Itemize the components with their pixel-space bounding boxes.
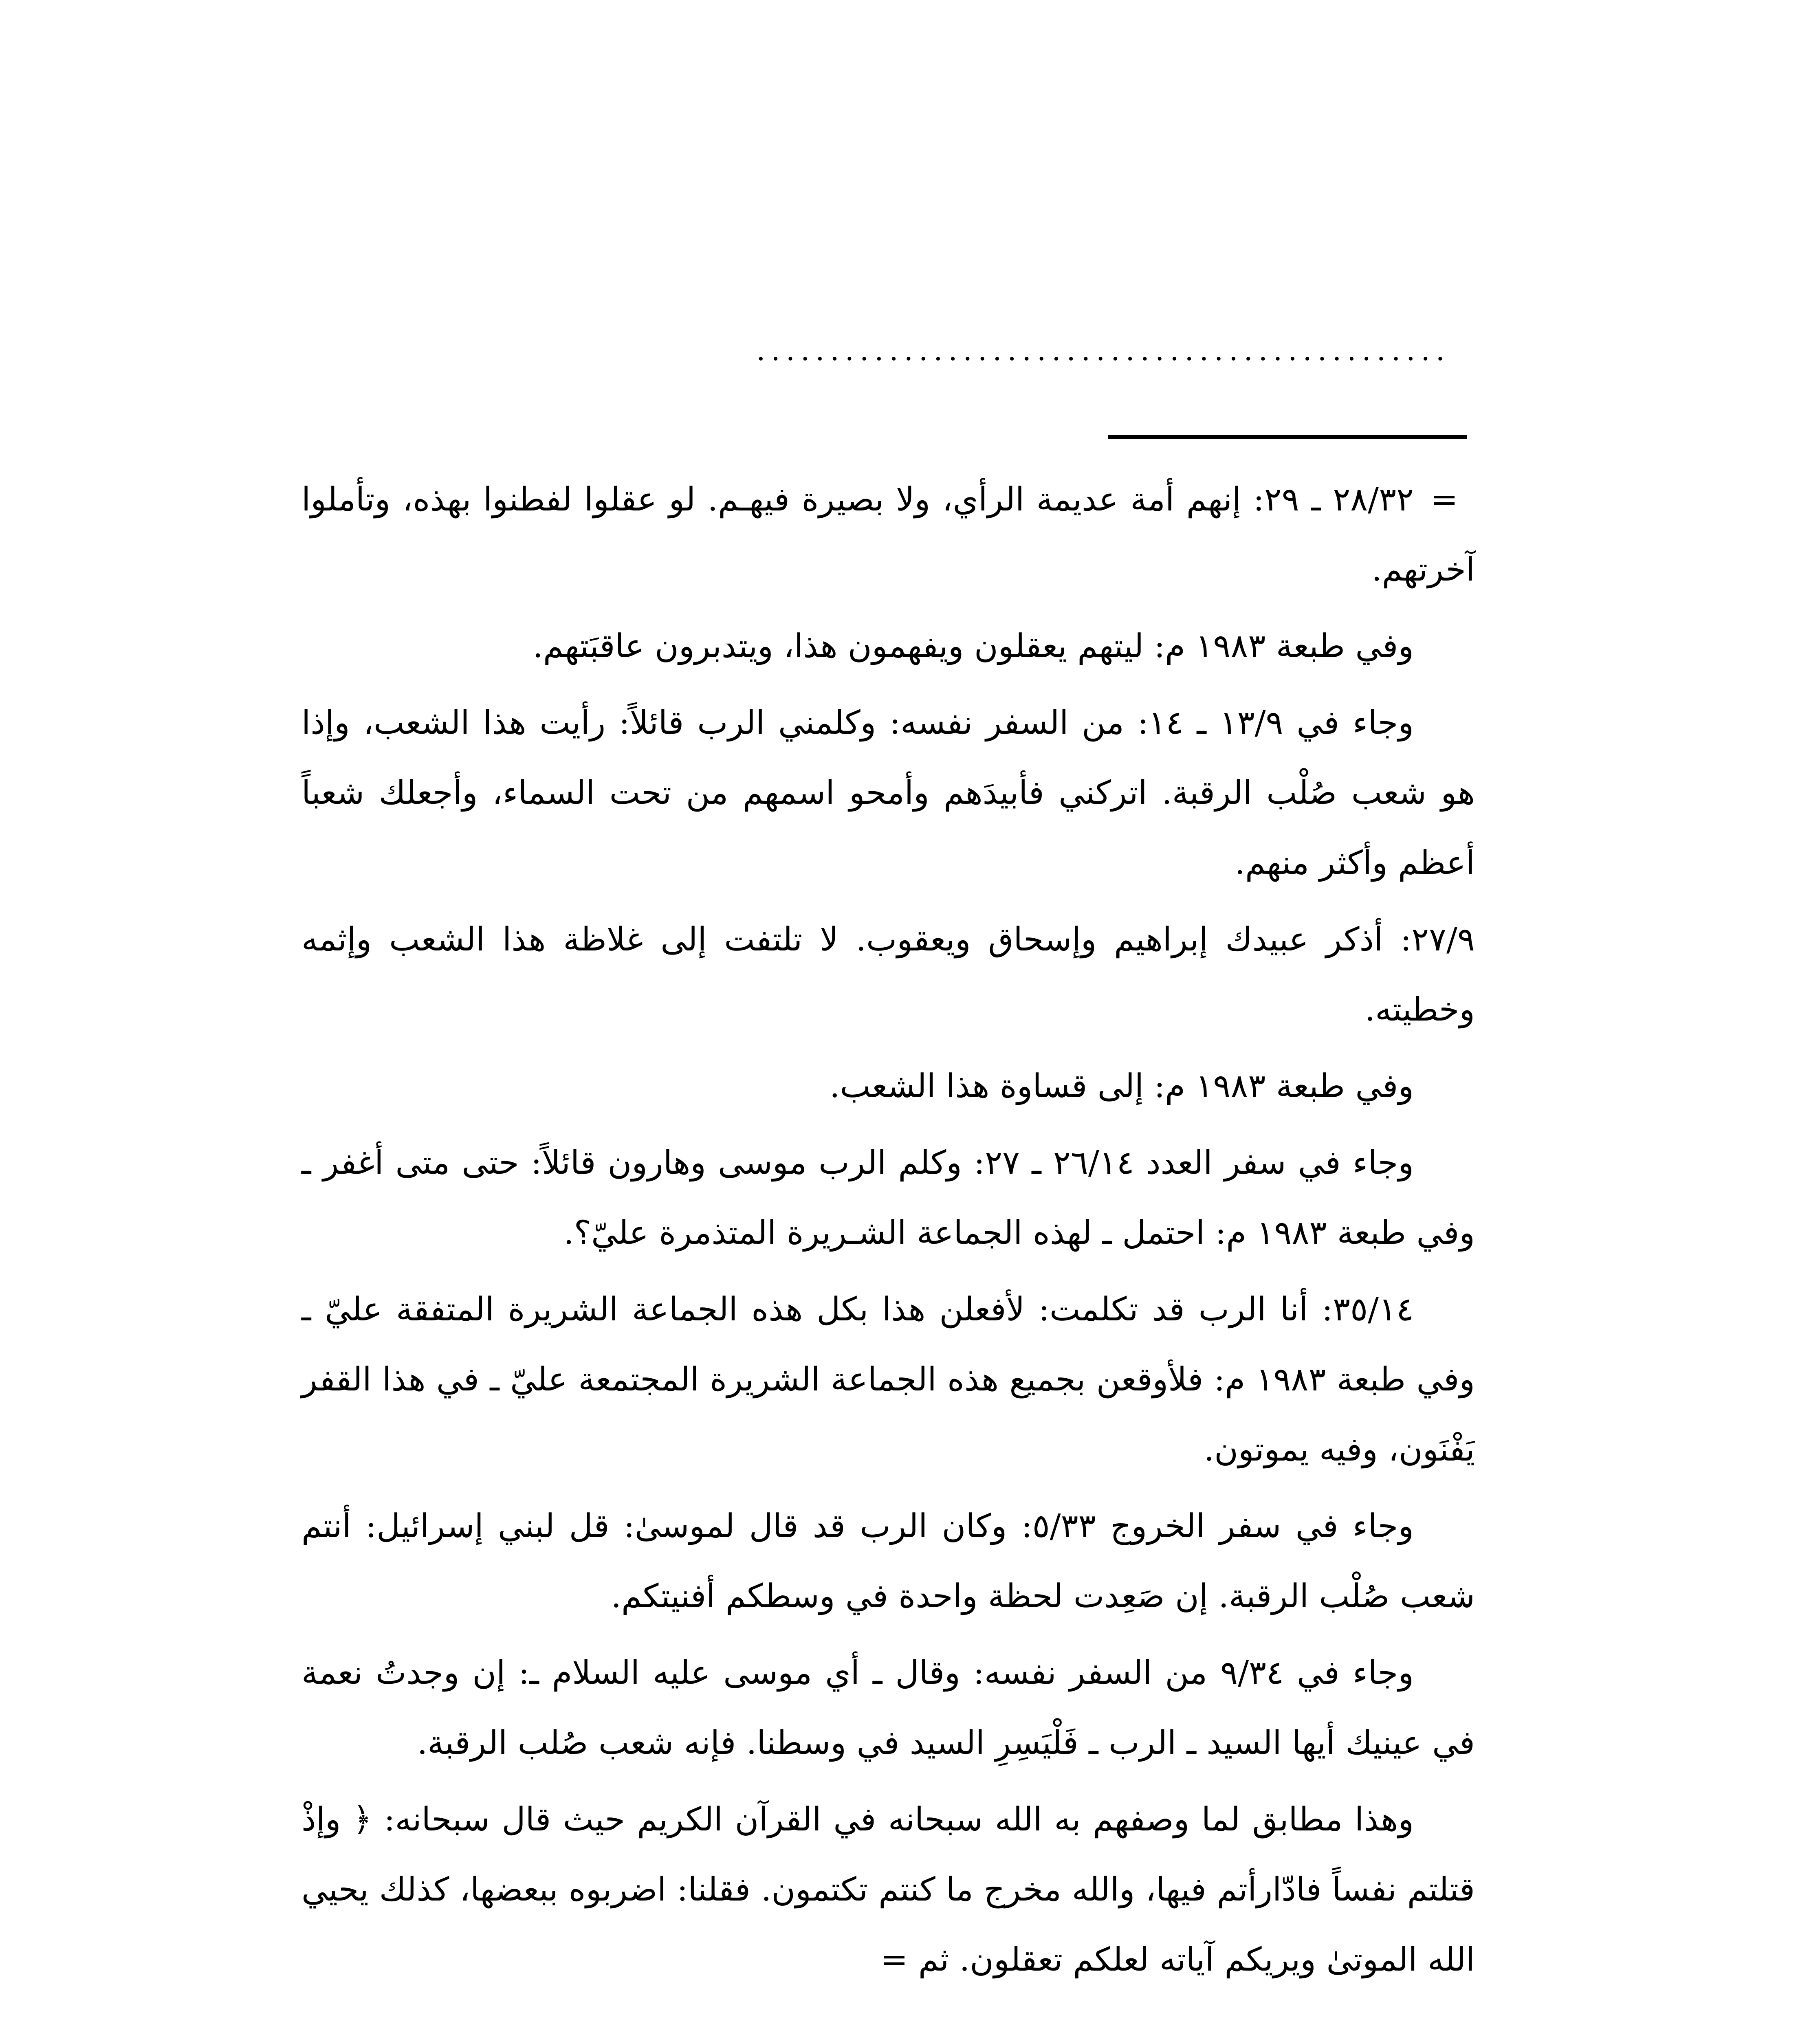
footnote-paragraph-9: وجاء في ٩/٣٤ من السفر نفسه: وقال ـ أي موسى عليه السلام ـ: إن وجدتُ نعمة في عينيك أيها السيد ـ الرب ـ فَلْيَسِرِ السيد في وسطنا. فإنه شعب صُلب الرقبة.: [301, 1654, 1475, 1762]
footnote-paragraph-3: وجاء في ١٣/٩ ـ ١٤: من السفر نفسه: وكلمني الرب قائلاً: رأيت هذا الشعب، وإذا هو شعب صُلْب الرقبة. اتركني فأبيدَهم وأمحو اسمهم من تحت السماء، وأجعلك شعباً أعظم وأكثر منهم.: [301, 704, 1475, 882]
footnote-paragraph-8: وجاء في سفر الخروج ٥/٣٣: وكان الرب قد قال لموسىٰ: قل لبني إسرائيل: أنتم شعب صُلْب الرقبة. إن صَعِدت لحظة واحدة في وسطكم أفنيتكم.: [301, 1507, 1475, 1615]
footnote-paragraph-6: وجاء في سفر العدد ٢٦/١٤ ـ ٢٧: وكلم الرب موسى وهارون قائلاً: حتى متى أغفر ـ وفي طبعة ١٩٨٣ م: احتمل ـ لهذه الجماعة الشـريرة المتذمرة عليّ؟.: [301, 1144, 1475, 1252]
footnote-rule: [1108, 435, 1467, 439]
footnote-text: [301, 464, 1475, 2001]
footnote-paragraph-2: وفي طبعة ١٩٨٣ م: ليتهم يعقلون ويفهمون هذا، ويتدبرون عاقبَتهم.: [533, 627, 1414, 665]
footnote-paragraph-5: وفي طبعة ١٩٨٣ م: إلى قساوة هذا الشعب.: [830, 1067, 1414, 1105]
footnote-paragraph-10: وهذا مطابق لما وصفهم به الله سبحانه في القرآن الكريم حيث قال سبحانه: ﴿ وإذْ قتلتم نفساً فادّارأتم فيها، والله مخرج ما كنتم تكتمون. فقلنا: اضربوه ببعضها، كذلك يحيي الله الموتىٰ ويريكم آياته لعلكم تعقلون. ثم =: [301, 1800, 1475, 1978]
footnote-paragraph-1-text: ٢٨/٣٢ ـ ٢٩: إنهم أمة عديمة الرأي، ولا بصيرة فيهـم. لو عقلوا لفطنوا بهذه، وتأملوا آخرتهم.: [301, 480, 1475, 588]
dotted-separator: ...............................................: [756, 334, 1450, 367]
footnote-paragraph-1: [301, 464, 1475, 605]
footnote-paragraph-4: ٢٧/٩: أذكر عبيدك إبراهيم وإسحاق ويعقوب. لا تلتفت إلى غلاظة هذا الشعب وإثمه وخطيته.: [301, 920, 1475, 1028]
continuation-marker: =: [1430, 480, 1458, 518]
footnote-paragraph-7: ٣٥/١٤: أنا الرب قد تكلمت: لأفعلن هذا بكل هذه الجماعة الشريرة المتفقة عليّ ـ وفي طبعة ١٩٨٣ م: فلأوقعن بجميع هذه الجماعة الشريرة المجتمعة عليّ ـ في هذا القفر يَفْنَون، وفيه يموتون.: [301, 1290, 1475, 1468]
